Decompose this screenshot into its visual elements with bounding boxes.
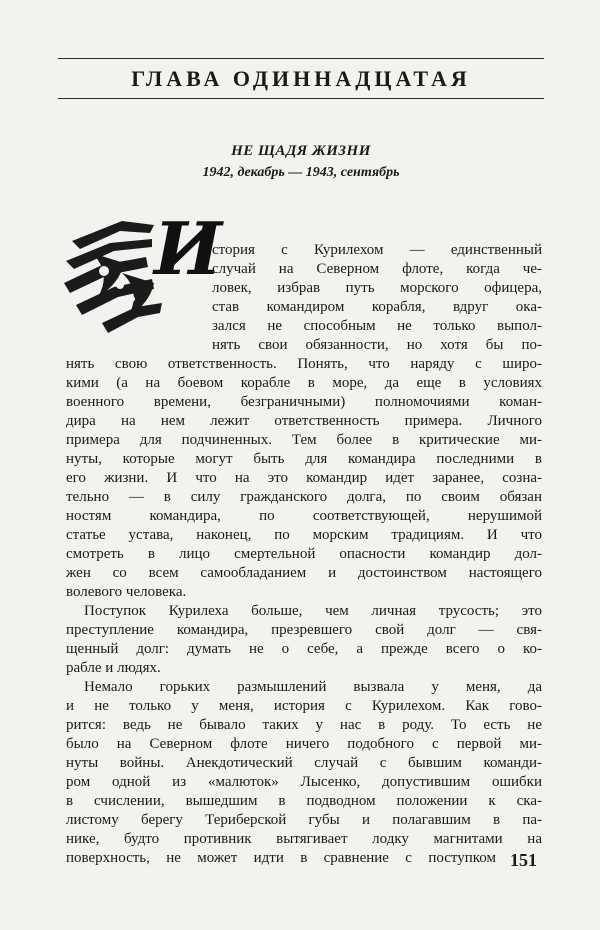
text-line: и не только у меня, история с Курилехом. Как гово-	[66, 698, 542, 714]
text-line: примера для подчиненных. Тем более в критические ми-	[66, 432, 542, 448]
text-line: щенный долг: думать не о себе, а прежде всего о ко-	[66, 641, 542, 657]
text-line: смотреть в лицо смертельной опасности командир дол-	[66, 546, 542, 562]
text-line: листому берегу Териберской губы и полагавшим в па-	[66, 812, 542, 828]
page-number: 151	[510, 850, 537, 870]
text-line: кими (а на боевом корабле в море, да еще в условиях	[66, 375, 542, 391]
text-line: нуты, которые могут быть для командира последними в	[66, 451, 542, 467]
text-line: его жизни. И что на это командир идет заранее, созна-	[66, 470, 542, 486]
top-rule	[58, 58, 544, 59]
text-line: поверхность, не может идти в сравнение с поступком	[66, 850, 496, 866]
text-line: нике, будто противник вытягивает лодку магнитами на	[66, 831, 542, 847]
text-line: преступление командира, презревшего свой долг — свя-	[66, 622, 542, 638]
text-line: Поступок Курилеха больше, чем личная трусость; это	[84, 603, 542, 619]
text-line: зался не способным не только выпол-	[212, 318, 542, 334]
text-line: было на Северном флоте ничего подобного с первой ми-	[66, 736, 542, 752]
text-line: в счислении, вышедшим в подводном положении к ска-	[66, 793, 542, 809]
text-line: тельно — в силу гражданского долга, по своим обязан	[66, 489, 542, 505]
text-line: ностям командира, по соответствующей, нерушимой	[66, 508, 542, 524]
text-line: рабле и людях.	[66, 660, 161, 676]
text-line: нять свои обязанности, но хотя бы по-	[212, 337, 542, 353]
text-line: жен со всем самообладанием и достоинством настоящего	[66, 565, 542, 581]
bottom-rule	[58, 98, 544, 99]
dropcap-illustration	[62, 206, 223, 345]
text-line: стория с Курилехом — единственный	[212, 242, 542, 258]
text-line: случай на Северном флоте, когда че-	[212, 261, 542, 277]
text-line: ловек, избрав путь морского офицера,	[212, 280, 542, 296]
text-line: рится: ведь не бывало таких у нас в роду. То есть не	[66, 717, 542, 733]
section-dates: 1942, декабрь — 1943, сентябрь	[202, 165, 400, 180]
text-line: ром одной из «малюток» Лысенко, допустившим ошибки	[66, 774, 542, 790]
chapter-heading: ГЛАВА ОДИННАДЦАТАЯ	[131, 66, 471, 91]
text-line: военного времени, безграничными) полномочиями коман-	[66, 394, 542, 410]
text-line: Немало горьких размышлений вызвала у меня, да	[84, 679, 542, 695]
text-line: нять свою ответственность. Понять, что наряду с широ-	[66, 356, 542, 372]
dropcap-letter: И	[154, 206, 223, 291]
text-line: статье устава, наконец, по морским традициям. И что	[66, 527, 542, 543]
text-line: нуты войны. Анекдотический случай с бывшим команди-	[66, 755, 542, 771]
section-title: НЕ ЩАДЯ ЖИЗНИ	[231, 143, 371, 159]
text-line: став командиром корабля, вдруг ока-	[212, 299, 542, 315]
text-line: волевого человека.	[66, 584, 187, 600]
text-line: дира на нем лежит ответственность примера. Личного	[66, 413, 542, 429]
